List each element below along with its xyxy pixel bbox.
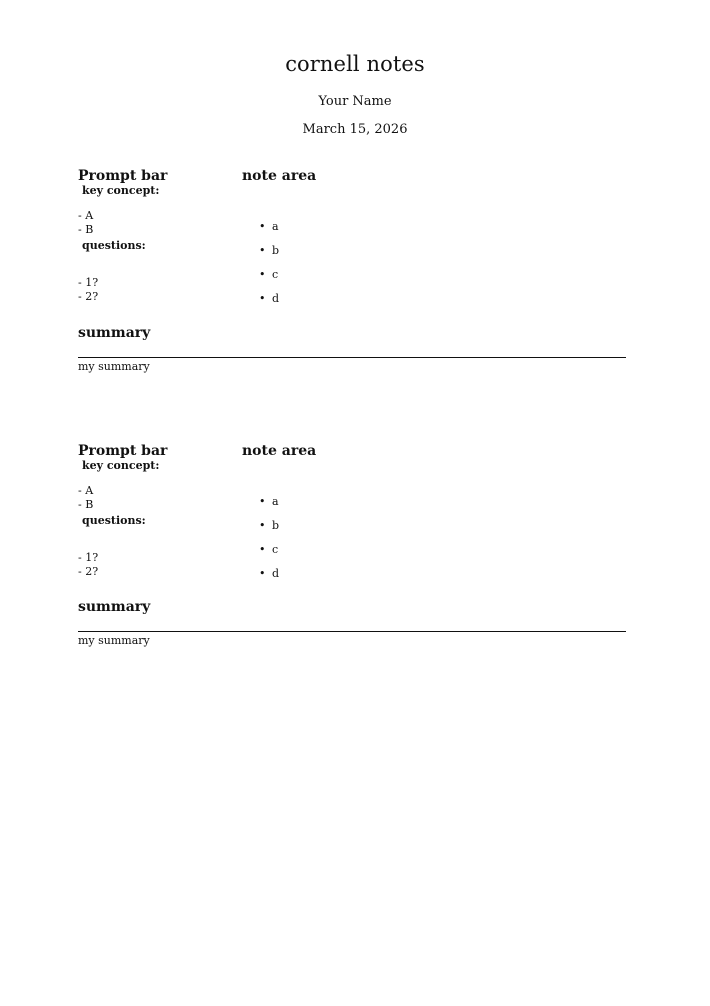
bullet-icon: •	[259, 495, 266, 508]
bullet-icon: •	[259, 292, 266, 305]
note-item	[242, 543, 622, 567]
note-item	[242, 292, 622, 316]
note-text: c	[272, 543, 279, 556]
note-item	[242, 244, 622, 268]
note-area-column	[242, 168, 622, 316]
key-concept-item: - B	[78, 223, 94, 236]
question-item: - 2?	[78, 290, 99, 303]
key-concept-item: - A	[78, 484, 94, 497]
document-author: Your Name	[318, 94, 392, 109]
summary-text: my summary	[78, 360, 150, 373]
bullet-icon: •	[259, 519, 266, 532]
summary-text: my summary	[78, 634, 150, 647]
bullet-icon: •	[259, 567, 266, 580]
note-text: a	[272, 220, 279, 233]
bullet-icon: •	[259, 244, 266, 257]
note-text: d	[272, 567, 280, 580]
note-text: c	[272, 268, 279, 281]
key-concept-label: key concept:	[82, 459, 160, 472]
question-item: - 1?	[78, 551, 99, 564]
document-title: cornell notes	[285, 52, 425, 76]
note-area-heading: note area	[242, 443, 317, 459]
prompt-bar-column	[78, 443, 238, 579]
notes-list	[242, 220, 622, 316]
note-item	[242, 495, 622, 519]
cornell-section-2	[78, 443, 626, 653]
notes-list	[242, 495, 622, 591]
key-concept-label: key concept:	[82, 184, 160, 197]
prompt-bar-heading: Prompt bar	[78, 443, 168, 459]
document-date: March 15, 2026	[302, 122, 408, 137]
key-concept-list	[78, 484, 238, 512]
note-area-column	[242, 443, 622, 591]
note-item	[242, 268, 622, 292]
note-area-heading: note area	[242, 168, 317, 184]
summary-divider	[78, 357, 626, 358]
note-text: b	[272, 244, 280, 257]
note-text: d	[272, 292, 280, 305]
key-concept-item: - A	[78, 209, 94, 222]
bullet-icon: •	[259, 543, 266, 556]
questions-list	[78, 551, 238, 579]
note-text: a	[272, 495, 279, 508]
question-item: - 2?	[78, 565, 99, 578]
cornell-section-1	[78, 168, 626, 378]
summary-heading: summary	[78, 325, 151, 341]
note-text: b	[272, 519, 280, 532]
questions-label: questions:	[82, 514, 146, 527]
questions-label: questions:	[82, 239, 146, 252]
prompt-bar-column	[78, 168, 238, 304]
note-item	[242, 519, 622, 543]
note-item	[242, 567, 622, 591]
prompt-bar-heading: Prompt bar	[78, 168, 168, 184]
summary-divider	[78, 631, 626, 632]
question-item: - 1?	[78, 276, 99, 289]
questions-list	[78, 276, 238, 304]
summary-heading: summary	[78, 599, 151, 615]
key-concept-list	[78, 209, 238, 237]
key-concept-item: - B	[78, 498, 94, 511]
bullet-icon: •	[259, 220, 266, 233]
bullet-icon: •	[259, 268, 266, 281]
note-item	[242, 220, 622, 244]
